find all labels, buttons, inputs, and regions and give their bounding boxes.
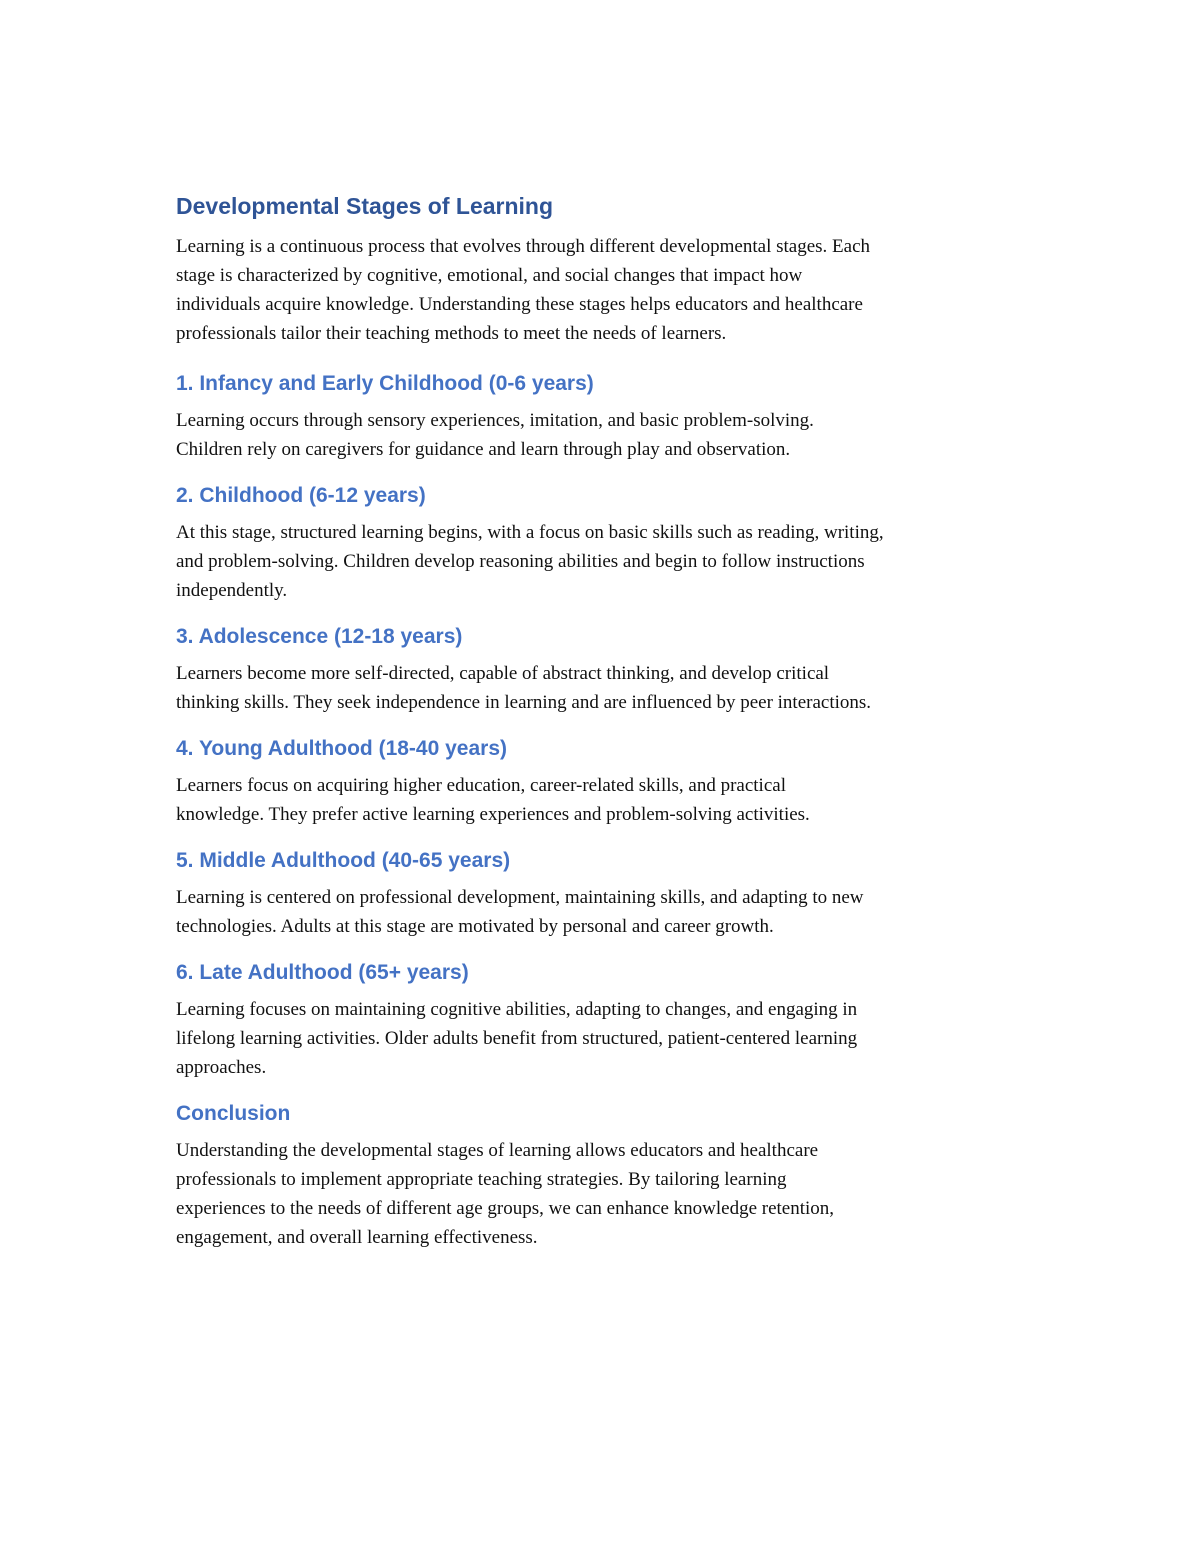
section-line: Children rely on caregivers for guidance and learn through play and observation. [176, 439, 791, 460]
section-line: lifelong learning activities. Older adults benefit from structured, patient-centered learning [176, 1028, 858, 1049]
section-late-adulthood [176, 957, 1036, 1082]
section-line: experiences to the needs of different age groups, we can enhance knowledge retention, [176, 1198, 835, 1219]
section-heading: 6. Late Adulthood (65+ years) [176, 961, 469, 984]
section-line: approaches. [176, 1057, 267, 1078]
intro-line: stage is characterized by cognitive, emotional, and social changes that impact how [176, 265, 803, 286]
section-line: thinking skills. They seek independence in learning and are influenced by peer interactions. [176, 692, 872, 713]
section-line: professionals to implement appropriate teaching strategies. By tailoring learning [176, 1169, 787, 1190]
section-infancy [176, 368, 1036, 464]
section-line: Learners become more self-directed, capable of abstract thinking, and develop critical [176, 663, 830, 684]
intro-paragraph [176, 232, 1036, 348]
section-line: At this stage, structured learning begins, with a focus on basic skills such as reading, writing, [176, 522, 884, 543]
section-heading: Conclusion [176, 1102, 291, 1125]
document-content [176, 188, 1036, 1268]
section-line: Understanding the developmental stages of learning allows educators and healthcare [176, 1140, 819, 1161]
section-line: independently. [176, 580, 288, 601]
section-line: Learners focus on acquiring higher education, career-related skills, and practical [176, 775, 786, 796]
section-line: engagement, and overall learning effectiveness. [176, 1227, 538, 1248]
section-line: technologies. Adults at this stage are motivated by personal and career growth. [176, 916, 774, 937]
section-heading: 2. Childhood (6-12 years) [176, 484, 426, 507]
document-title: Developmental Stages of Learning [176, 193, 554, 219]
intro-line: professionals tailor their teaching methods to meet the needs of learners. [176, 323, 727, 344]
intro-line: individuals acquire knowledge. Understanding these stages helps educators and healthcare [176, 294, 863, 315]
intro-line: Learning is a continuous process that evolves through different developmental stages. Each [176, 236, 871, 257]
section-adolescence [176, 621, 1036, 717]
section-childhood [176, 480, 1036, 605]
section-line: Learning is centered on professional development, maintaining skills, and adapting to new [176, 887, 864, 908]
section-heading: 3. Adolescence (12-18 years) [176, 625, 463, 648]
section-heading: 5. Middle Adulthood (40-65 years) [176, 849, 511, 872]
section-line: knowledge. They prefer active learning experiences and problem-solving activities. [176, 804, 810, 825]
section-middle-adulthood [176, 845, 1036, 941]
section-line: Learning focuses on maintaining cognitive abilities, adapting to changes, and engaging in [176, 999, 858, 1020]
section-line: and problem-solving. Children develop reasoning abilities and begin to follow instructions [176, 551, 865, 572]
section-heading: 1. Infancy and Early Childhood (0-6 years) [176, 372, 594, 395]
section-young-adulthood [176, 733, 1036, 829]
section-heading: 4. Young Adulthood (18-40 years) [176, 737, 507, 760]
section-conclusion [176, 1098, 1036, 1252]
section-line: Learning occurs through sensory experiences, imitation, and basic problem-solving. [176, 410, 814, 431]
